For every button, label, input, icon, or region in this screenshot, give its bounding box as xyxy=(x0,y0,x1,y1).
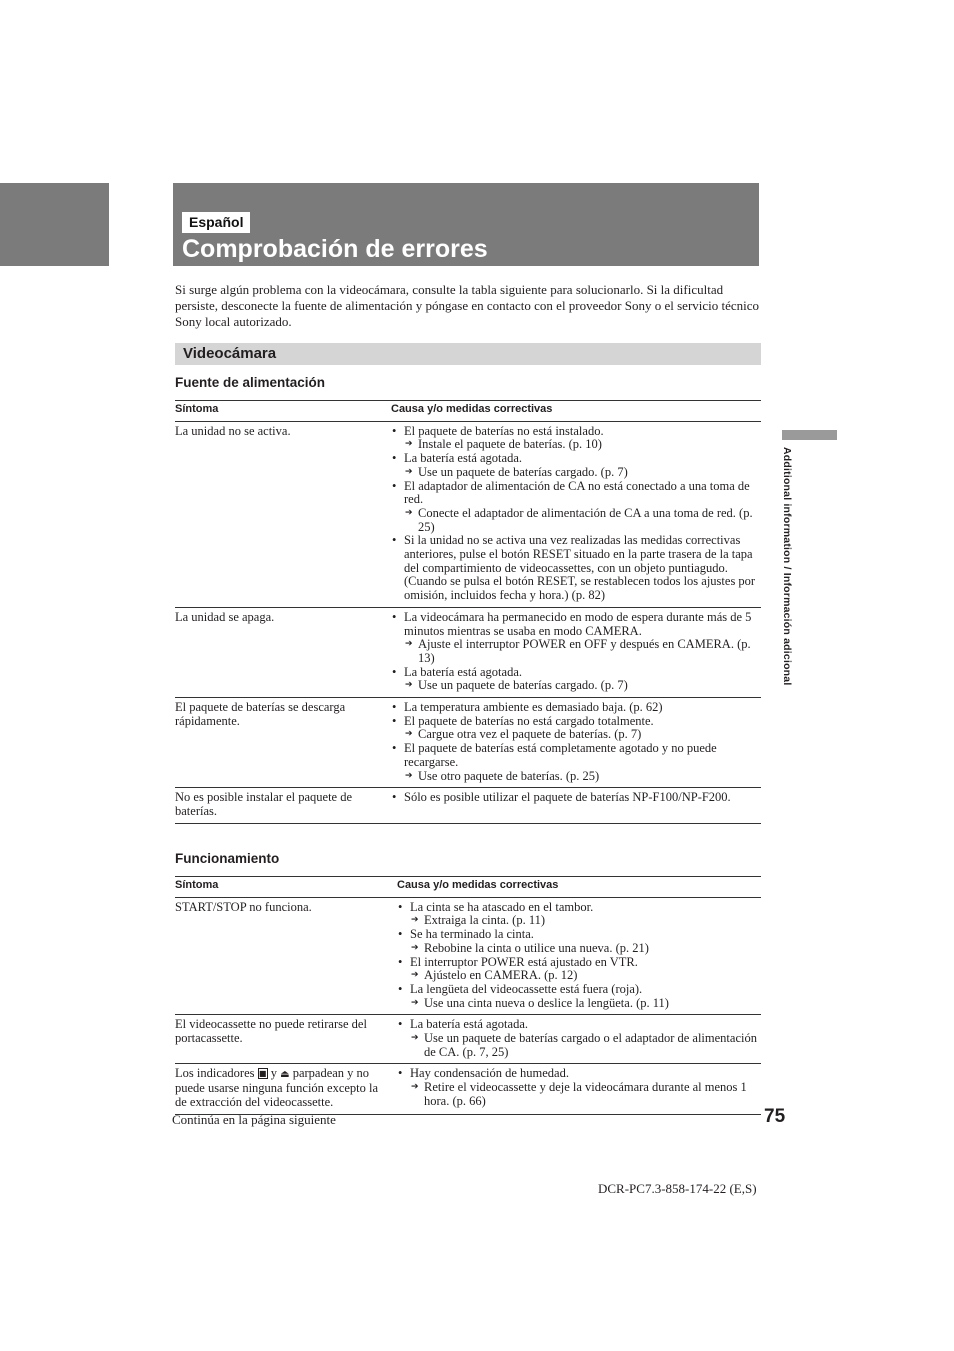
cause-cell xyxy=(397,1015,761,1064)
cause-item: • El paquete de baterías no está cargado totalmente. xyxy=(391,715,761,729)
cause-list xyxy=(391,425,761,603)
cause-item: • La cinta se ha atascado en el tambor. xyxy=(397,901,761,915)
section-heading-text: Videocámara xyxy=(183,345,277,362)
cause-cell xyxy=(397,1064,761,1114)
page-number: 75 xyxy=(764,1106,786,1127)
symptom-text: y xyxy=(267,1066,281,1081)
column-header-cause: Causa y/o medidas correctivas xyxy=(397,877,761,898)
table-row xyxy=(175,698,761,788)
symptom-cell: El videocassette no puede retirarse del portacassette. xyxy=(175,1015,397,1064)
cause-item: • El paquete de baterías no está instalado. xyxy=(391,425,761,439)
table-row xyxy=(175,1015,761,1064)
remedy-item: ➔ Instale el paquete de baterías. (p. 10) xyxy=(391,438,761,452)
cause-item: • El paquete de baterías está completamente agotado y no puede recargarse. xyxy=(391,742,761,769)
remedy-item: ➔ Ajústelo en CAMERA. (p. 12) xyxy=(397,969,761,983)
symptom-text: Los indicadores xyxy=(175,1066,258,1081)
symptom-text: parpadean y no puede usarse ninguna función excepto la de extracción del videocassette. xyxy=(175,1066,379,1109)
column-header-cause: Causa y/o medidas correctivas xyxy=(391,401,761,422)
intro-paragraph: Si surge algún problema con la videocámara, consulte la tabla siguiente para solucionarlo. Si la dificultad persiste, desconecte la fuente de alimentación y póngase en contacto con el proveedor Sony o el servicio técnico Sony local autorizado. xyxy=(175,282,760,329)
page-title: Comprobación de errores xyxy=(182,235,488,263)
remedy-item: ➔ Rebobine la cinta o utilice una nueva. (p. 21) xyxy=(397,942,761,956)
header-band xyxy=(173,183,759,266)
cause-item: • La videocámara ha permanecido en modo de espera durante más de 5 minutos mientras se usaba en modo CAMERA. xyxy=(391,611,761,638)
cause-list xyxy=(397,1067,761,1108)
left-tab-block xyxy=(0,183,109,266)
symptom-cell xyxy=(175,1064,397,1114)
cause-item: • El adaptador de alimentación de CA no está conectado a una toma de red. xyxy=(391,480,761,507)
symptom-cell: No es posible instalar el paquete de baterías. xyxy=(175,788,391,823)
cause-list xyxy=(391,701,761,783)
table-row xyxy=(175,1064,761,1114)
cause-item: • La lengüeta del videocassette está fuera (roja). xyxy=(397,983,761,997)
operation-subtitle: Funcionamiento xyxy=(175,851,280,866)
symptom-cell: START/STOP no funciona. xyxy=(175,897,397,1015)
cause-cell xyxy=(391,421,761,607)
table-row xyxy=(175,788,761,823)
remedy-item: ➔ Use una cinta nueva o deslice la lengüeta. (p. 11) xyxy=(397,997,761,1011)
remedy-item: ➔ Use un paquete de baterías cargado. (p. 7) xyxy=(391,466,761,480)
column-header-symptom: Síntoma xyxy=(175,401,391,422)
continue-note: Continúa en la página siguiente xyxy=(172,1112,336,1127)
cause-item: • La temperatura ambiente es demasiado baja. (p. 62) xyxy=(391,701,761,715)
cause-list xyxy=(397,1018,761,1059)
power-subtitle: Fuente de alimentación xyxy=(175,375,326,390)
eject-indicator-icon: ⏏ xyxy=(280,1069,290,1081)
model-code: DCR-PC7.3-858-174-22 (E,S) xyxy=(598,1181,757,1196)
remedy-item: ➔ Conecte el adaptador de alimentación de CA a una toma de red. (p. 25) xyxy=(391,507,761,534)
cause-list xyxy=(391,611,761,693)
table-row xyxy=(175,421,761,607)
column-header-symptom: Síntoma xyxy=(175,877,397,898)
section-heading xyxy=(175,343,761,365)
remedy-item: ➔ Use un paquete de baterías cargado. (p. 7) xyxy=(391,679,761,693)
cause-item: • La batería está agotada. xyxy=(391,666,761,680)
symptom-cell: La unidad se apaga. xyxy=(175,607,391,697)
remedy-item: ➔ Retire el videocassette y deje la videocámara durante al menos 1 hora. (p. 66) xyxy=(397,1081,761,1108)
cause-item: • Hay condensación de humedad. xyxy=(397,1067,761,1081)
operation-table-header xyxy=(175,877,761,898)
stop-indicator-icon: ■ xyxy=(258,1069,267,1079)
language-tag: Español xyxy=(182,212,250,233)
power-table xyxy=(175,400,761,824)
cause-item: • La batería está agotada. xyxy=(391,452,761,466)
cause-item: • Sólo es posible utilizar el paquete de baterías NP-F100/NP-F200. xyxy=(391,791,761,805)
cause-cell xyxy=(397,897,761,1015)
symptom-cell: La unidad no se activa. xyxy=(175,421,391,607)
cause-cell xyxy=(391,698,761,788)
remedy-item: ➔ Extraiga la cinta. (p. 11) xyxy=(397,914,761,928)
remedy-item: ➔ Use otro paquete de baterías. (p. 25) xyxy=(391,770,761,784)
cause-list xyxy=(397,901,761,1011)
power-table-body xyxy=(175,421,761,823)
cause-item: • El interruptor POWER está ajustado en VTR. xyxy=(397,956,761,970)
table-row xyxy=(175,607,761,697)
cause-list xyxy=(391,791,761,805)
side-section-label: Additional information / Información adicional xyxy=(781,447,793,686)
remedy-item: ➔ Use un paquete de baterías cargado o el adaptador de alimentación de CA. (p. 7, 25) xyxy=(397,1032,761,1059)
table-row xyxy=(175,897,761,1015)
operation-table-body xyxy=(175,897,761,1114)
cause-cell xyxy=(391,788,761,823)
cause-item: • Si la unidad no se activa una vez realizadas las medidas correctivas anteriores, pulse el botón RESET situado en la parte trasera de la tapa del compartimiento de videocassettes, con un objeto puntiagudo. (Cuando se pulsa el botón RESET, se restablecen todos los ajustes por omisión, incluidos fecha y hora.) (p. 82) xyxy=(391,534,761,603)
symptom-cell: El paquete de baterías se descarga rápidamente. xyxy=(175,698,391,788)
cause-cell xyxy=(391,607,761,697)
remedy-item: ➔ Cargue otra vez el paquete de baterías. (p. 7) xyxy=(391,728,761,742)
remedy-item: ➔ Ajuste el interruptor POWER en OFF y después en CAMERA. (p. 13) xyxy=(391,638,761,665)
operation-table xyxy=(175,876,761,1115)
side-tab-bar xyxy=(782,430,837,440)
cause-item: • Se ha terminado la cinta. xyxy=(397,928,761,942)
cause-item: • La batería está agotada. xyxy=(397,1018,761,1032)
power-table-header xyxy=(175,401,761,422)
